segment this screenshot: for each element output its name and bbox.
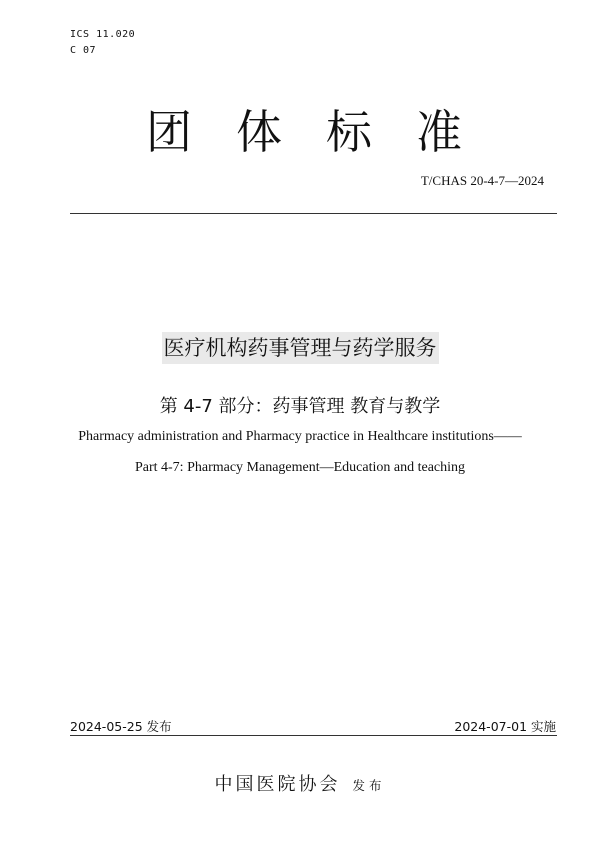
issue-date: 2024-05-25 发布	[70, 719, 172, 734]
standard-number: T/CHAS 20-4-7—2024	[420, 173, 544, 188]
document-title-cn: 医疗机构药事管理与药学服务	[162, 332, 439, 364]
publisher-row	[0, 770, 600, 796]
bottom-divider	[70, 735, 557, 736]
top-divider	[70, 213, 557, 214]
title-cn-block	[0, 332, 600, 364]
ics-code: ICS 11.020	[70, 29, 136, 40]
document-title-en: Pharmacy administration and Pharmacy practice in Healthcare institutions——	[78, 429, 522, 444]
document-subtitle-cn: 第 4-7 部分：药事管理 教育与教学	[159, 396, 441, 417]
ccs-code: C 07	[70, 45, 97, 56]
implementation-date: 2024-07-01 实施	[454, 719, 556, 734]
publish-label: 发布	[352, 778, 386, 793]
document-subtitle-en: Part 4-7: Pharmacy Management—Education and teaching	[134, 460, 466, 475]
publisher-name: 中国医院协会	[214, 774, 341, 795]
standard-type-heading: 团体标准	[146, 105, 506, 159]
